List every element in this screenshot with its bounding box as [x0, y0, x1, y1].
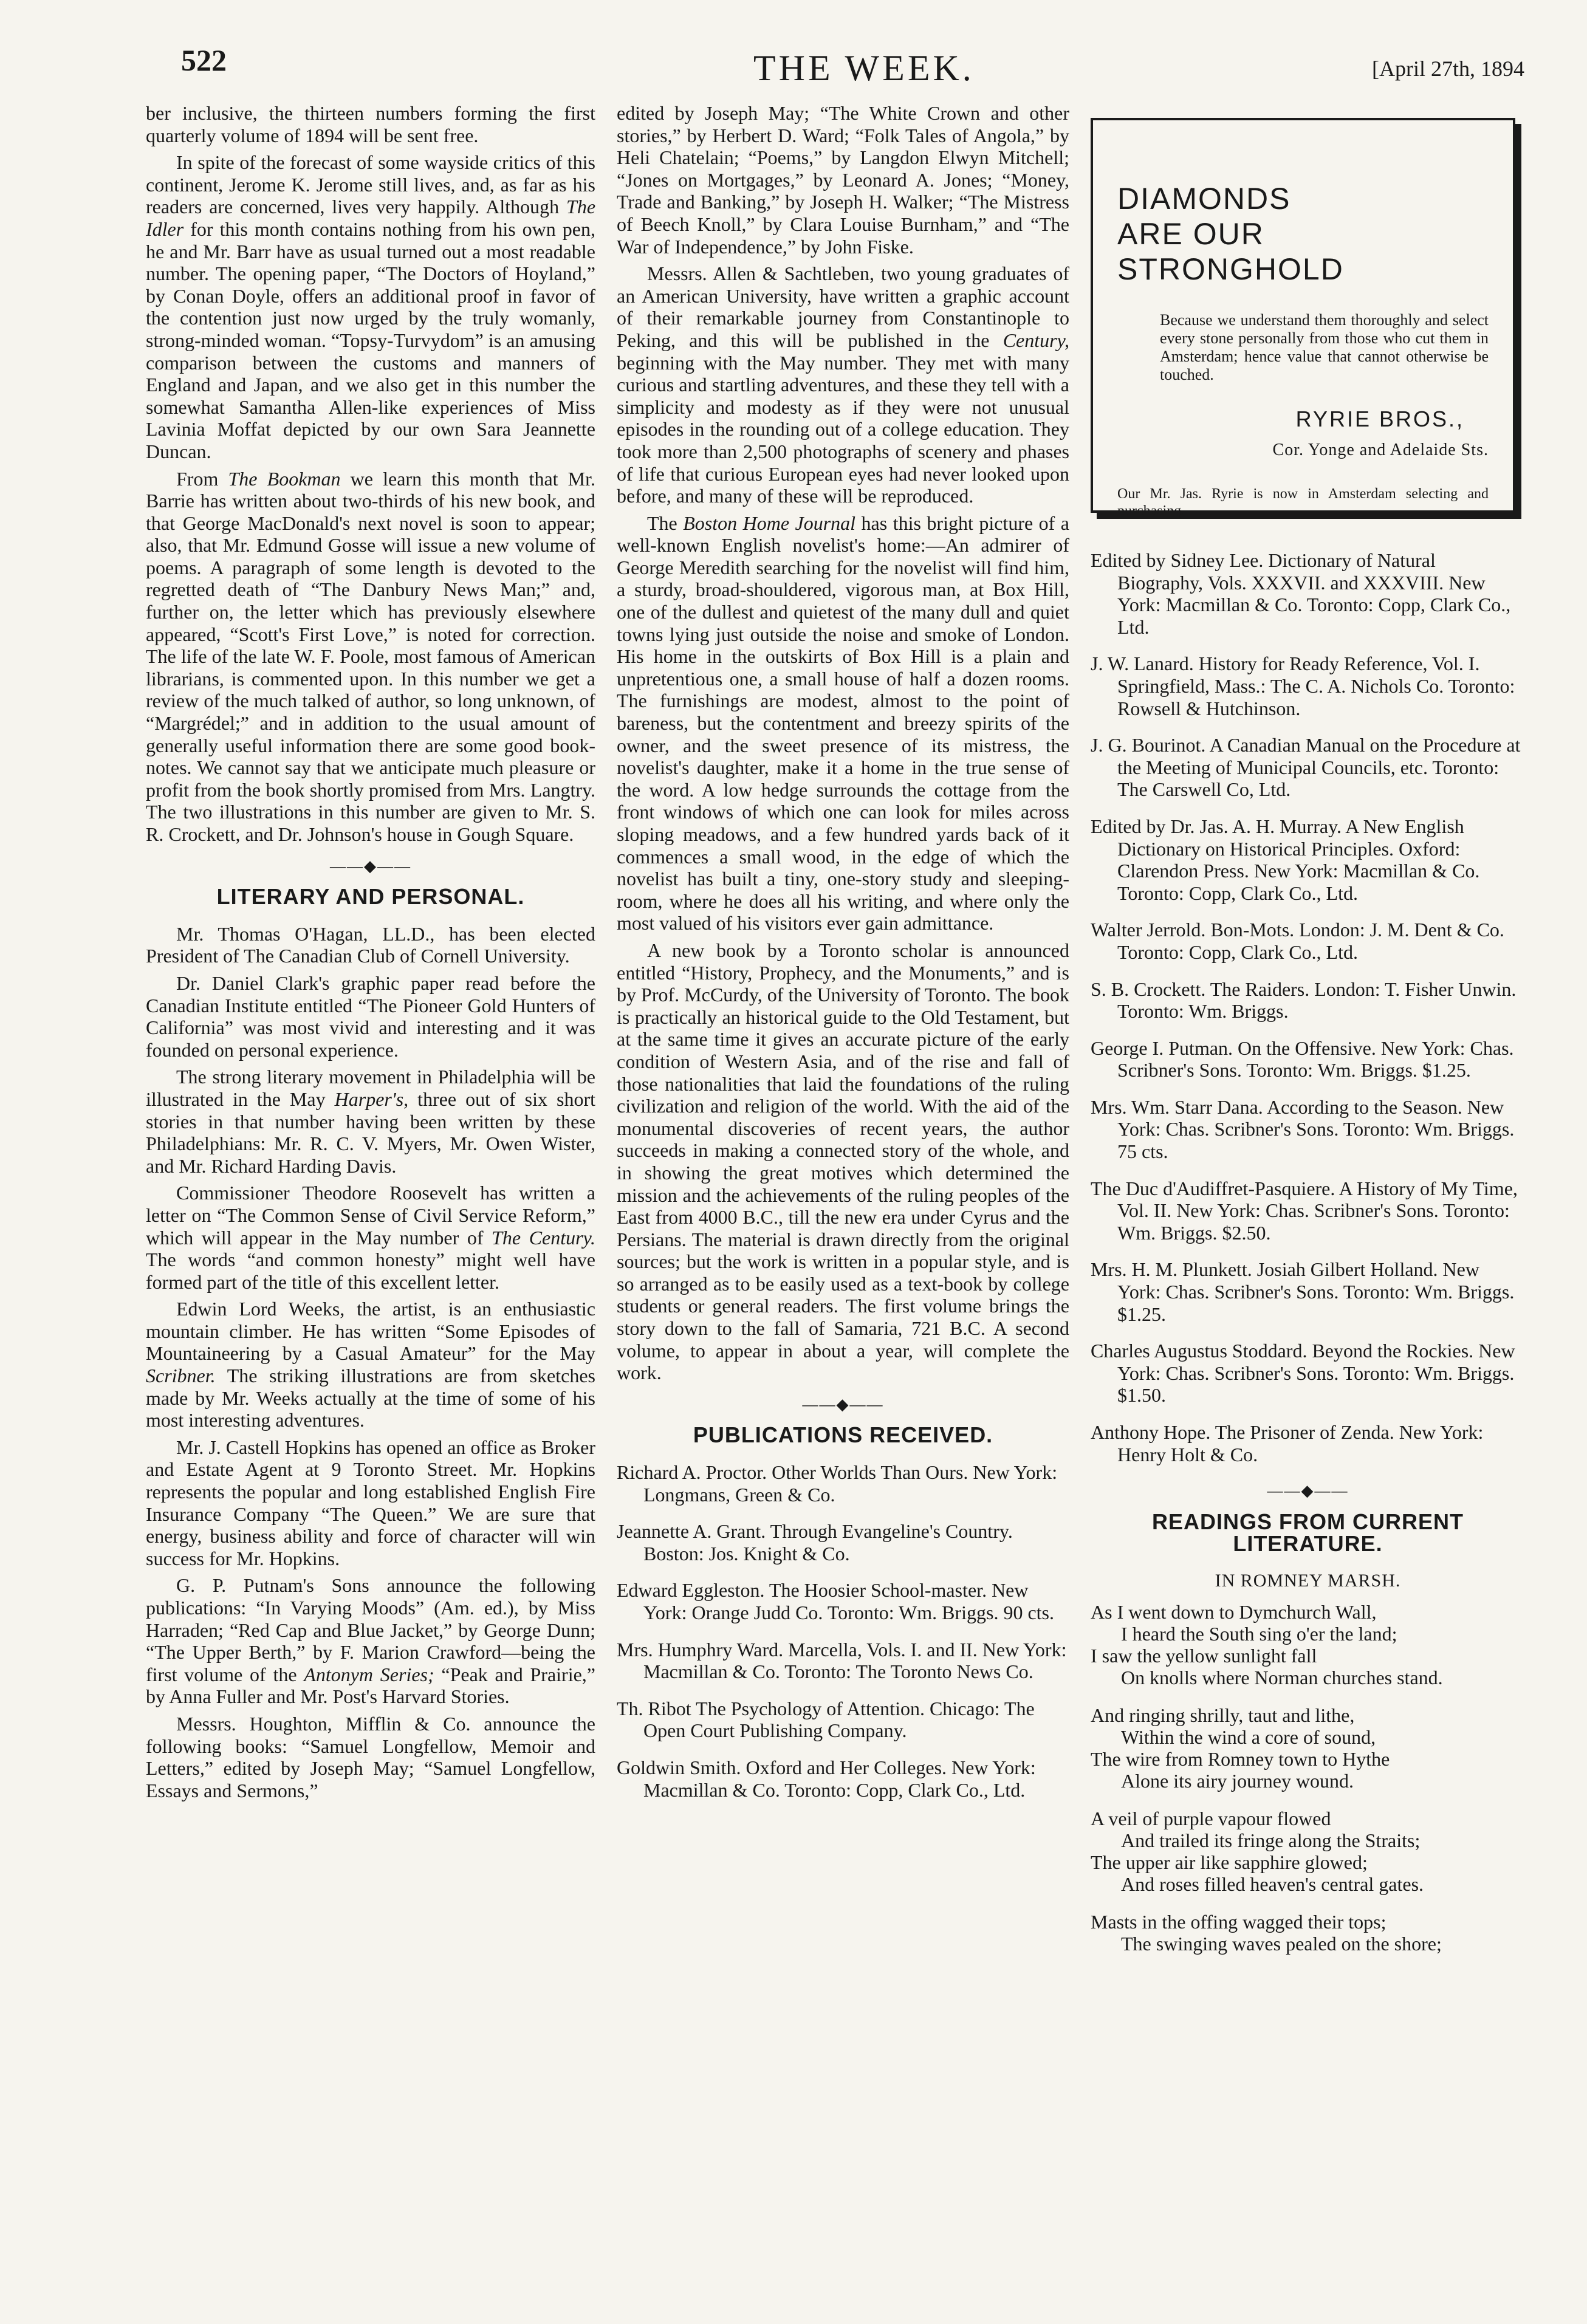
paragraph: Mr. J. Castell Hopkins has opened an office as Broker and Estate Agent at 9 Toronto Street. Mr. Hopkins represents the popular and long established English Fire Insurance Company “The Queen.” We are sure that energy, business ability and force of character will win success for Mr. Hopkins.	[146, 1436, 595, 1569]
italic-title: The Bookman	[228, 467, 341, 490]
paragraph: A new book by a Toronto scholar is announced entitled “History, Prophecy, and the Monuments,” and is by Prof. McCurdy, of the University of Toronto. The book is practically an historical guide to the Old Testament, but at the same time it gives an accurate picture of the early condition of Western Asia, and of the rise and fall of those nationalities that laid the foundations of the ruling civilization and religion of the world. With the aid of the monumental discoveries of recent years, the author succeeds in making a connected story of the whole, and in showing the great motives which determined the mission and the achievements of the ruling peoples of the East from 4000 B.C., till the new era under Cyrus and the Persians. The material is drawn directly from the original sources; but the work is written in a popular style, and is so arranged as to be easily used as a text-book by college students or general readers. The first volume brings the story down to the fall of Samaria, 721 B.C. A second volume, to appear in about a year, will complete the work.	[617, 939, 1069, 1384]
publication-entry: J. G. Bourinot. A Canadian Manual on the Procedure at the Meeting of Municipal Councils, etc. Toronto: The Carswell Co, Ltd.	[1091, 734, 1521, 801]
issue-date: [April 27th, 1894	[1372, 57, 1524, 81]
publication-entry: The Duc d'Audiffret-Pasquiere. A History of My Time, Vol. II. New York: Chas. Scribner's Sons. Toronto: Wm. Briggs. $2.50.	[1091, 1177, 1518, 1244]
publication-entry: Edited by Dr. Jas. A. H. Murray. A New English Dictionary on Historical Principles. Oxford: Clarendon Press. New York: Macmillan & Co. Toronto: Copp, Clark Co., Ltd.	[1091, 815, 1480, 904]
separator-ornament: ——◆——	[1267, 1482, 1349, 1500]
paragraph-idler: In spite of the forecast of some wayside critics of this continent, Jerome K. Jerome still lives, and, as far as his readers are concerned, lives very happily. Although The Idler for this month contains nothing from his own pen, he and Mr. Barr have as usual turned out a most readable number. The opening paper, “The Doctors of Hoyland,” by Conan Doyle, offers an additional proof in favor of the contention just now urged by the truly womanly, strong-minded woman. “Topsy-Turvydom” is an amusing comparison between the customs and manners of England and Japan, and we also get in this number the somewhat Samantha Allen-like experiences of Miss Lavinia Moffat depicted by our own Sara Jeannette Duncan.	[146, 151, 596, 462]
publication-entry: Jeannette A. Grant. Through Evangeline's Country. Boston: Jos. Knight & Co.	[617, 1520, 1013, 1565]
poem-stanza: As I went down to Dymchurch Wall, I heard the South sing o'er the land; I saw the yellow sunlight fall On knolls where Norman churches stand.	[1091, 1600, 1443, 1688]
column-left	[146, 102, 595, 1801]
paragraph: Commissioner Theodore Roosevelt has written a letter on “The Common Sense of Civil Service Reform,” which will appear in the May number of The Century. The words “and common honesty” might well have formed part of the title of this excellent letter.	[146, 1182, 596, 1293]
paragraph: The strong literary movement in Philadelphia will be illustrated in the May Harper's, three out of six short stories in that number having been written by these Philadelphians: Mr. R. C. V. Myers, Mr. Owen Wister, and Mr. Richard Harding Davis.	[146, 1066, 596, 1177]
publication-entry: J. W. Lanard. History for Ready Reference, Vol. I. Springfield, Mass.: The C. A. Nichols Co. Toronto: Rowsell & Hutchinson.	[1091, 653, 1515, 719]
poem-title: IN ROMNEY MARSH.	[1215, 1570, 1401, 1591]
ad-firm-name: RYRIE BROS.,	[1295, 406, 1464, 431]
column-right	[1091, 102, 1525, 1970]
italic-title: Antonym Series;	[304, 1663, 434, 1685]
ad-body: Because we understand them thoroughly and select every stone personally from those who cut them in Amsterdam; hence value that cannot otherwise be touched.	[1160, 311, 1489, 383]
publication-entry: Mrs. Wm. Starr Dana. According to the Season. New York: Chas. Scribner's Sons. Toronto: Wm. Briggs. 75 cts.	[1091, 1095, 1515, 1163]
paragraph: Edwin Lord Weeks, the artist, is an enthusiastic mountain climber. He has written “Some Episodes of Mountaineering by a Casual Amateur” for the May Scribner. The striking illustrations are from sketches made by Mr. Weeks actually at the time of some of his most interesting adventures.	[146, 1298, 596, 1431]
section-title-readings: READINGS FROM CURRENT LITERATURE.	[1152, 1509, 1464, 1557]
paragraph: ber inclusive, the thirteen numbers forming the first quarterly volume of 1894 will be sent free.	[146, 102, 595, 146]
ad-note: Our Mr. Jas. Ryrie is now in Amsterdam selecting and purchasing.	[1117, 486, 1489, 519]
paragraph: Messrs. Allen & Sachtleben, two young graduates of an American University, have written a graphic account of their remarkable journey from Constantinople to Peking, and this will be published in the Century, beginning with the May number. They met with many curious and startling adventures, and these they tell with a simplicity and modesty as if they were not unusual episodes in the rounding out of a college education. They took more than 2,500 photographs of scenery and phases of life that curious European eyes had never looked upon before, and many of these will be reproduced.	[617, 262, 1070, 507]
section-title-publications: PUBLICATIONS RECEIVED.	[693, 1422, 993, 1448]
publication-entry: George I. Putman. On the Offensive. New York: Chas. Scribner's Sons. Toronto: Wm. Briggs. $1.25.	[1091, 1037, 1514, 1081]
paragraph-bookman: From The Bookman we learn this month that Mr. Barrie has written about two-thirds of his new book, and that George MacDonald's next novel is soon to appear; also, that Mr. Edmund Gosse will issue a new volume of poems. A paragraph of some length is devoted to the regretted death of “The Danbury News Man;” and, further on, the letter which has previously elsewhere appeared, “Scott's First Love,” is noted for correction. The life of the late W. F. Poole, most famous of American librarians, is commented upon. In this number we get a review of the much talked of author, so long unknown, of “Margrédel;” and in addition to the usual amount of generally useful information there are some good book-notes. We cannot say that we anticipate much pleasure or profit from the book shortly promised from Mrs. Langtry. The two illustrations in this number are given to Mr. S. R. Crockett, and Dr. Johnson's house in Gough Square.	[146, 467, 596, 845]
paragraph: Messrs. Houghton, Mifflin & Co. announce the following books: “Samuel Longfellow, Memoir and Letters,” edited by Joseph May; “Samuel Longfellow, Essays and Sermons,”	[146, 1712, 595, 1801]
paragraph: G. P. Putnam's Sons announce the following publications: “In Varying Moods” (Am. ed.), by Miss Harraden; “Red Cap and Blue Jacket,” by George Dunn; “The Upper Berth,” by F. Marion Crawford—being the first volume of the Antonym Series; “Peak and Prairie,” by Anna Fuller and Mr. Post's Harvard Stories.	[146, 1574, 595, 1708]
poem-stanza: Masts in the offing wagged their tops; The swinging waves pealed on the shore;	[1091, 1910, 1442, 1955]
italic-title: Scribner.	[146, 1365, 216, 1387]
publication-entry: Th. Ribot The Psychology of Attention. Chicago: The Open Court Publishing Company.	[617, 1697, 1035, 1742]
italic-title: The Idler	[146, 196, 596, 240]
poem-stanza: And ringing shrilly, taut and lithe, Within the wind a core of sound, The wire from Romney town to Hythe Alone its airy journey wound.	[1091, 1704, 1390, 1792]
section-title-literary: LITERARY AND PERSONAL.	[216, 884, 525, 910]
italic-title: Boston Home Journal	[683, 512, 856, 534]
paragraph: Dr. Daniel Clark's graphic paper read before the Canadian Institute entitled “The Pioneer Gold Hunters of California” was most vivid and interesting and it was founded on personal experience.	[146, 972, 595, 1061]
publication-entry: Mrs. H. M. Plunkett. Josiah Gilbert Holland. New York: Chas. Scribner's Sons. Toronto: Wm. Briggs. $1.25.	[1091, 1258, 1515, 1325]
italic-title: The Century.	[492, 1226, 596, 1249]
poem-stanza: A veil of purple vapour flowed And trailed its fringe along the Straits; The upper air like sapphire glowed; And roses filled heaven's central gates.	[1091, 1807, 1424, 1895]
publication-entry: Edward Eggleston. The Hoosier School-master. New York: Orange Judd Co. Toronto: Wm. Briggs. 90 cts.	[617, 1579, 1054, 1623]
column-middle	[617, 102, 1069, 1815]
separator-ornament: ——◆——	[802, 1395, 884, 1413]
ad-address: Cor. Yonge and Adelaide Sts.	[1272, 440, 1489, 459]
page-number: 522	[181, 43, 227, 77]
advertisement-ryrie	[1091, 118, 1515, 519]
masthead: THE WEEK.	[753, 48, 975, 88]
italic-title: Harper's,	[334, 1088, 409, 1110]
publication-entry: Edited by Sidney Lee. Dictionary of Natural Biography, Vols. XXXVII. and XXXVIII. New York: Macmillan & Co. Toronto: Copp, Clark Co., Ltd.	[1091, 549, 1511, 638]
ad-headline: DIAMONDS ARE OUR STRONGHOLD	[1117, 182, 1344, 286]
publication-entry: Richard A. Proctor. Other Worlds Than Ours. New York: Longmans, Green & Co.	[617, 1461, 1058, 1506]
separator-ornament: ——◆——	[330, 857, 411, 875]
publication-entry: Walter Jerrold. Bon-Mots. London: J. M. Dent & Co. Toronto: Copp, Clark Co., Ltd.	[1091, 919, 1504, 963]
publication-entry: Anthony Hope. The Prisoner of Zenda. New York: Henry Holt & Co.	[1091, 1421, 1484, 1465]
publication-entry: Charles Augustus Stoddard. Beyond the Rockies. New York: Chas. Scribner's Sons. Toronto: Wm. Briggs. $1.50.	[1091, 1340, 1515, 1407]
publication-entry: Goldwin Smith. Oxford and Her Colleges. New York: Macmillan & Co. Toronto: Copp, Clark Co., Ltd.	[617, 1756, 1036, 1801]
page-header	[0, 0, 1587, 91]
publication-entry: S. B. Crockett. The Raiders. London: T. Fisher Unwin. Toronto: Wm. Briggs.	[1091, 978, 1517, 1023]
paragraph: Mr. Thomas O'Hagan, LL.D., has been elected President of The Canadian Club of Cornell University.	[146, 922, 595, 967]
italic-title: Century,	[1003, 329, 1070, 351]
paragraph: The Boston Home Journal has this bright picture of a well-known English novelist's home:—An admirer of George Meredith searching for the novelist will find him, a sturdy, broad-shouldered, vigorous man, at Box Hill, one of the dullest and quietest of the many dull and quiet towns lying just outside the noise and smoke of London. His home in the outskirts of Box Hill is a plain and unpretentious one, a small house of half a dozen rooms. The furnishings are modest, almost to the point of bareness, but the contentment and breezy spirits of the owner, and the sweet presence of its mistress, the novelist's daughter, make it a home in the true sense of the word. A low hedge surrounds the cottage from the front windows of which one can look for miles across sloping meadows, and a few hundred yards back of it commences a small wood, in the edge of which the novelist has built a tiny, one-story study and sleeping-room, where he does all his writing, and where only the most valued of his visitors ever gain admittance.	[617, 512, 1069, 934]
paragraph: edited by Joseph May; “The White Crown and other stories,” by Herbert D. Ward; “Folk Tales of Angola,” by Heli Chatelain; “Poems,” by Langdon Elwyn Mitchell; “Jones on Mortgages,” by Leonard A. Jones; “Money, Trade and Banking,” by Joseph H. Walker; “The Mistress of Beech Knoll,” by Clara Louise Burnham,” and “The War of Independence,” by John Fiske.	[617, 102, 1069, 258]
publication-entry: Mrs. Humphry Ward. Marcella, Vols. I. and II. New York: Macmillan & Co. Toronto: The Toronto News Co.	[617, 1638, 1067, 1683]
